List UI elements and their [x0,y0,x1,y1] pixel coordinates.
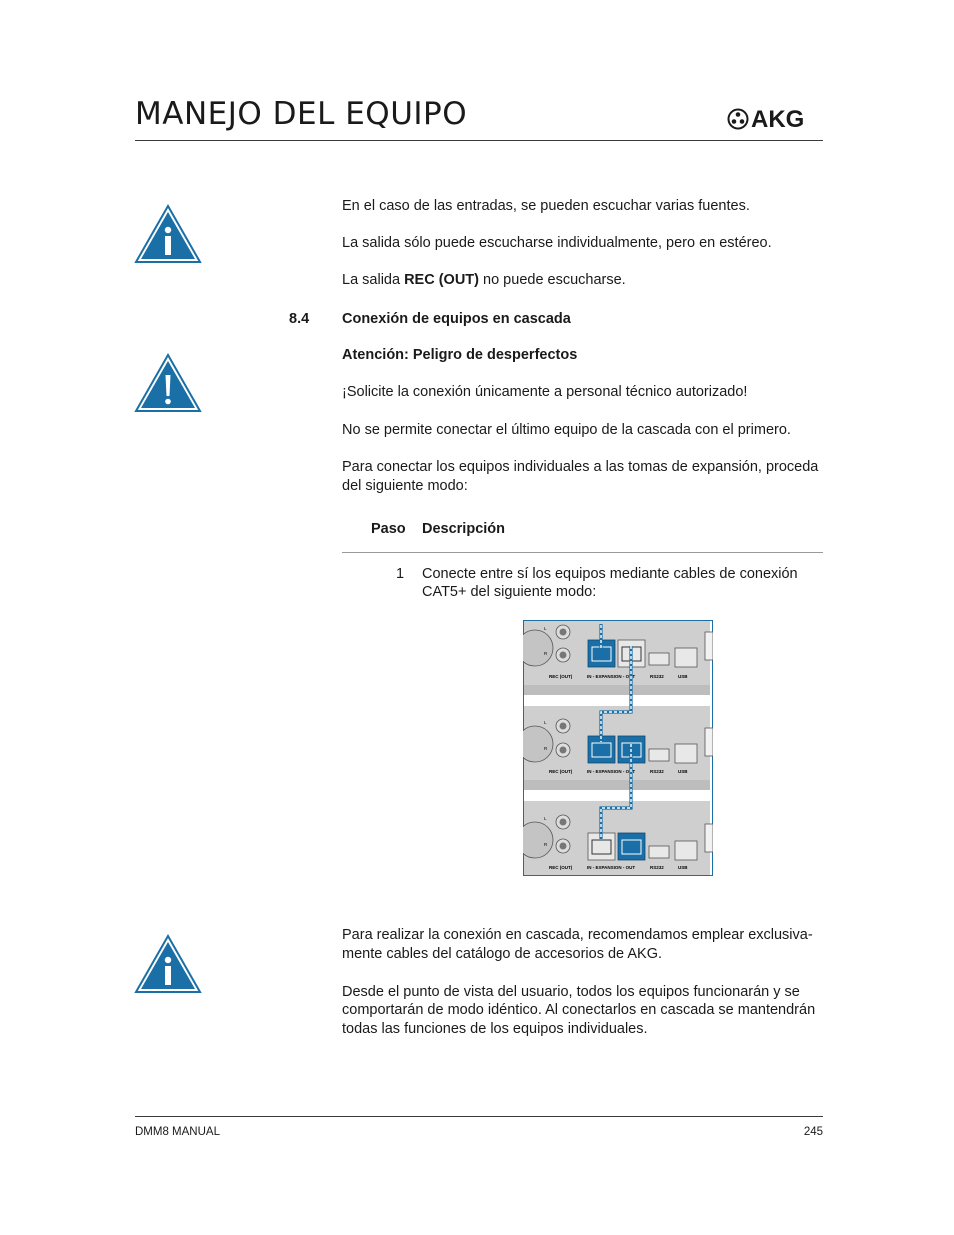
rec-out-label: REC (OUT) [404,272,479,288]
step-description: Conecte entre sí los equipos mediante cables de conexión [422,566,798,582]
warning-line: No se permite conectar el último equipo de la cascada con el primero. [342,422,791,438]
svg-text:USB: USB [678,769,688,774]
header-rule [135,140,823,141]
footer-rule [135,1116,823,1117]
svg-text:R: R [544,842,548,847]
note-line [342,271,626,290]
column-header-description: Descripción [422,521,505,537]
note-line: mente cables del catálogo de accesorios de AKG. [342,946,662,962]
page-title: MANEJO DEL EQUIPO [135,96,468,132]
device-panel-2 [523,706,713,790]
akg-logo [727,106,823,132]
svg-text:USB: USB [678,674,688,679]
svg-text:L: L [544,816,547,821]
svg-text:REC (OUT): REC (OUT) [549,769,573,774]
warning-line: del siguiente modo: [342,478,468,494]
step-number: 1 [396,566,405,582]
warning-line: Para conectar los equipos individuales a las tomas de expansión, proceda [342,459,819,475]
svg-text:REC (OUT): REC (OUT) [549,674,573,679]
cascade-diagram [523,620,713,876]
step-description: CAT5+ del siguiente modo: [422,584,597,600]
svg-text:IN - EXPANSION - OUT: IN - EXPANSION - OUT [587,674,636,679]
info-icon [134,934,202,994]
svg-text:R: R [544,651,548,656]
svg-text:RS232: RS232 [650,769,664,774]
column-header-step: Paso [371,521,406,537]
info-icon [134,204,202,264]
svg-text:USB: USB [678,865,688,870]
logo-text: AKG [751,106,805,132]
svg-text:RS232: RS232 [650,865,664,870]
note-line: todas las funciones de los equipos individuales. [342,1021,648,1037]
section-number: 8.4 [289,311,310,327]
footer-manual-name: DMM8 MANUAL [135,1126,220,1138]
warning-line: ¡Solicite la conexión únicamente a personal técnico autorizado! [342,384,748,400]
page-number: 245 [803,1126,823,1138]
device-panel-3 [523,801,713,875]
device-panel-1 [523,621,713,695]
section-title: Conexión de equipos en cascada [342,311,571,327]
svg-text:IN - EXPANSION - OUT: IN - EXPANSION - OUT [587,865,636,870]
svg-text:L: L [544,720,547,725]
svg-text:REC (OUT): REC (OUT) [549,865,573,870]
svg-text:R: R [544,746,548,751]
note-line: En el caso de las entradas, se pueden escuchar varias fuentes. [342,198,750,214]
warning-icon [134,353,202,413]
svg-text:RS232: RS232 [650,674,664,679]
note-text: no puede escucharse. [479,272,626,288]
note-text: La salida [342,272,405,288]
note-line: comportarán de modo idéntico. Al conectarlos en cascada se mantendrán [342,1002,816,1018]
svg-text:L: L [544,626,547,631]
note-line: Para realizar la conexión en cascada, recomendamos emplear exclusiva- [342,927,813,943]
note-line: Desde el punto de vista del usuario, todos los equipos funcionarán y se [342,984,800,1000]
warning-heading: Atención: Peligro de desperfectos [342,347,578,363]
table-rule [342,552,823,553]
svg-text:IN - EXPANSION - OUT: IN - EXPANSION - OUT [587,769,636,774]
note-line: La salida sólo puede escucharse individualmente, pero en estéreo. [342,235,772,251]
